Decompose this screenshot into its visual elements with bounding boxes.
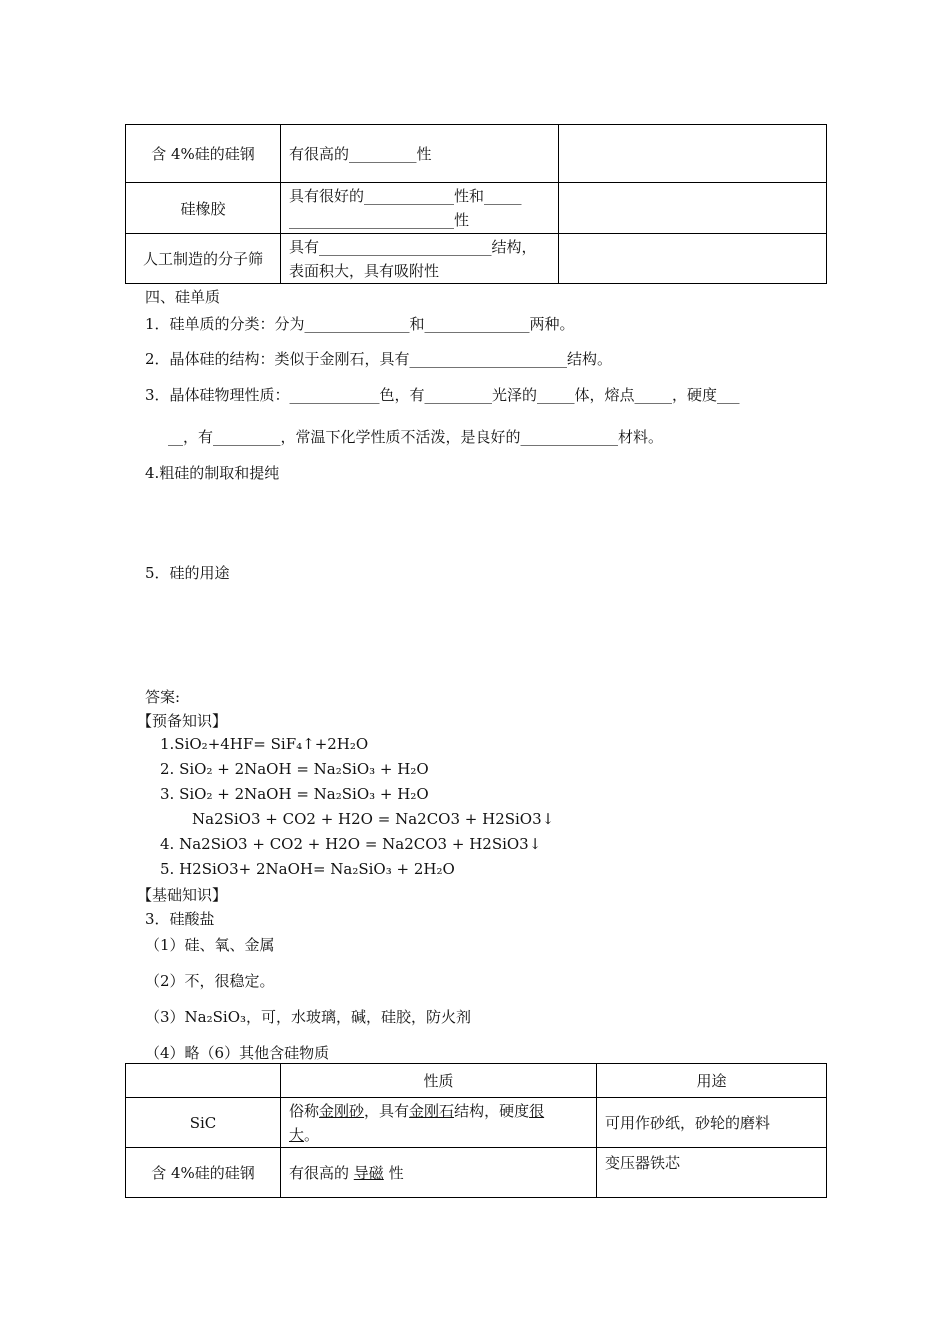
basic-header: 【基础知识】: [137, 886, 228, 904]
table-cell-property: 有很高的_________性: [281, 125, 559, 183]
answers-title: 答案:: [145, 688, 181, 706]
table-cell-material: 含 4%硅的硅钢: [126, 1148, 281, 1198]
table-cell-property: 有很高的 导磁 性: [281, 1148, 597, 1198]
table-cell-material: 硅橡胶: [126, 183, 281, 234]
bottom-table: [125, 1063, 827, 1198]
section-title: 四、硅单质: [145, 288, 221, 306]
table-cell-material: 人工制造的分子筛: [126, 234, 281, 284]
answer-line: 2. SiO₂ + 2NaOH = Na₂SiO₃ + H₂O: [160, 760, 429, 778]
table-cell-use: [559, 183, 827, 234]
table-cell-property: 具有很好的____________性和_____ ______________________性: [281, 183, 559, 234]
question-5: 5．硅的用途: [145, 564, 230, 582]
table-cell-use: 变压器铁芯: [597, 1148, 827, 1198]
answer-line: 1.SiO₂+4HF= SiF₄↑+2H₂O: [160, 735, 369, 753]
table-cell-property: 具有_______________________结构， 表面积大，具有吸附性: [281, 234, 559, 284]
table-cell-material: SiC: [126, 1098, 281, 1148]
answer-line: 3. SiO₂ + 2NaOH = Na₂SiO₃ + H₂O: [160, 785, 429, 803]
answer-line: （1）硅、氧、金属: [145, 936, 275, 954]
question-2: 2．晶体硅的结构：类似于金刚石，具有_____________________结构。: [145, 350, 613, 368]
top-table: [125, 124, 827, 284]
table-header-cell: [126, 1064, 281, 1098]
answer-line: （4）略（6）其他含硅物质: [145, 1044, 330, 1062]
question-1: 1．硅单质的分类：分为______________和______________两种。: [145, 315, 575, 333]
question-3-line1: 3．晶体硅物理性质：____________色，有_________光泽的_____体，熔点_____，硬度___: [145, 386, 740, 404]
table-cell-material: 含 4%硅的硅钢: [126, 125, 281, 183]
question-3-line2: __，有_________，常温下化学性质不活泼，是良好的_____________材料。: [168, 428, 664, 446]
table-header-property: 性质: [281, 1064, 597, 1098]
table-cell-use: [559, 125, 827, 183]
answer-line: （3）Na₂SiO₃，可，水玻璃，碱，硅胶，防火剂: [145, 1008, 472, 1026]
prep-header: 【预备知识】: [137, 712, 228, 730]
table-cell-use: [559, 234, 827, 284]
answer-line: 4. Na2SiO3 + CO2 + H2O = Na2CO3 + H2SiO3↓: [160, 835, 542, 853]
answer-line: 3．硅酸盐: [145, 910, 215, 928]
table-cell-property: 俗称金刚砂，具有金刚石结构，硬度很 大。: [281, 1098, 597, 1148]
question-4: 4.粗硅的制取和提纯: [145, 464, 280, 482]
table-header-use: 用途: [597, 1064, 827, 1098]
answer-line: Na2SiO3 + CO2 + H2O = Na2CO3 + H2SiO3↓: [192, 810, 555, 828]
answer-line: （2）不，很稳定。: [145, 972, 275, 990]
answer-line: 5. H2SiO3+ 2NaOH= Na₂SiO₃ + 2H₂O: [160, 860, 455, 878]
table-cell-use: 可用作砂纸，砂轮的磨料: [597, 1098, 827, 1148]
